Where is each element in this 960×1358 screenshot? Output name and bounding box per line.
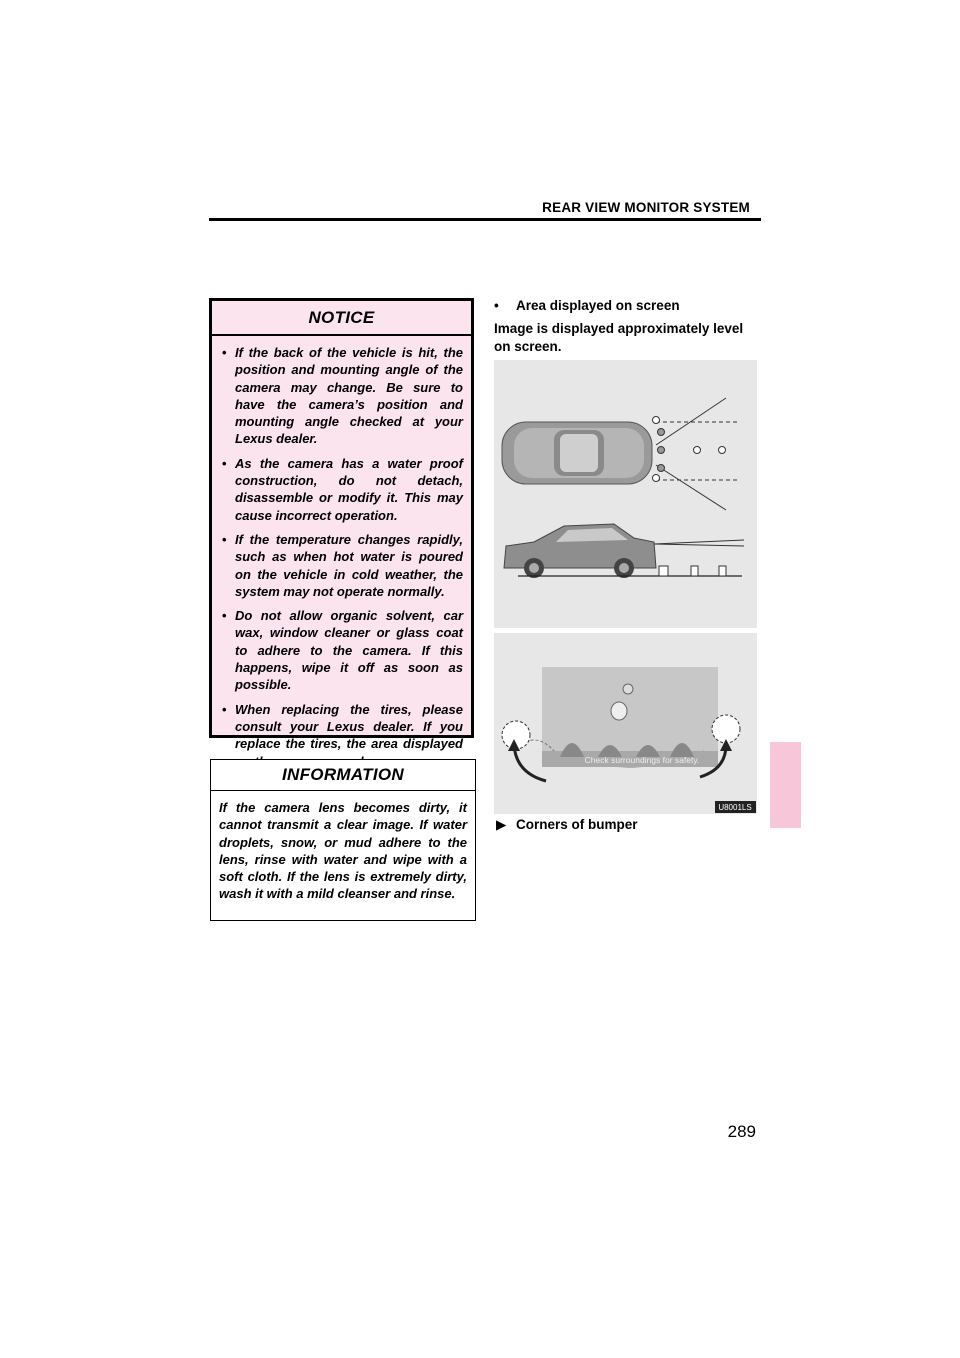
figure-code: U8001LS	[718, 803, 752, 812]
arrow-right-icon: ▶	[496, 817, 507, 832]
information-body: If the camera lens becomes dirty, it cannot transmit a clear image. If water droplets, snow, or mud adhere to the lens, rinse with water and wipe with a soft cloth. If the lens is extremely dirty, wash it with a mild cleanser and rinse.	[219, 800, 467, 902]
notice-list	[212, 336, 471, 770]
notice-item	[222, 607, 463, 693]
corners-label-text: Corners of bumper	[516, 817, 638, 832]
bullet-icon: •	[222, 531, 227, 547]
bullet-icon: •	[222, 455, 227, 471]
area-description: Image is displayed approximately level on screen.	[494, 321, 744, 354]
page-number: 289	[727, 1122, 756, 1141]
notice-item-text: As the camera has a water proof construction, do not detach, disassemble or modify it. This may cause incorrect operation.	[235, 455, 463, 523]
bullet-icon: •	[222, 608, 227, 624]
section-tab	[770, 742, 801, 828]
vehicle-area-illustration	[494, 360, 757, 628]
corners-label	[496, 817, 638, 833]
area-heading	[494, 298, 680, 313]
notice-item	[222, 455, 463, 524]
header-rule	[209, 218, 761, 221]
notice-box	[209, 298, 474, 752]
information-box	[210, 759, 476, 921]
bullet-icon: •	[222, 345, 227, 360]
section-title: REAR VIEW MONITOR SYSTEM	[542, 200, 750, 215]
notice-item-text: When replacing the tires, please consult your Lexus dealer. If you replace the tires, the area displayed	[235, 701, 463, 752]
notice-item	[222, 344, 463, 448]
notice-item-text: If the temperature changes rapidly, such as when hot water is poured on the vehicle in cold weather, the system may not operate normally.	[235, 531, 463, 599]
notice-item	[222, 531, 463, 600]
bullet-icon: •	[222, 701, 227, 717]
car-top-view	[502, 422, 652, 484]
information-heading: INFORMATION	[211, 760, 475, 791]
monitor-view-illustration	[494, 633, 757, 814]
area-heading-text: Area displayed on screen	[516, 298, 680, 313]
notice-item-text: If the back of the vehicle is hit, the position and mounting angle of the camera may change. Be sure to have the camera’s position and mounting angle checked at your Lexus dealer.	[235, 345, 463, 447]
notice-heading: NOTICE	[212, 301, 471, 336]
bullet-icon: •	[494, 298, 499, 313]
screen-caption: Check surroundings for safety.	[584, 755, 700, 765]
notice-item-text: Do not allow organic solvent, car wax, window cleaner or glass coat to adhere to the camera. If this happens, wipe it off as soon as possible.	[235, 608, 463, 693]
